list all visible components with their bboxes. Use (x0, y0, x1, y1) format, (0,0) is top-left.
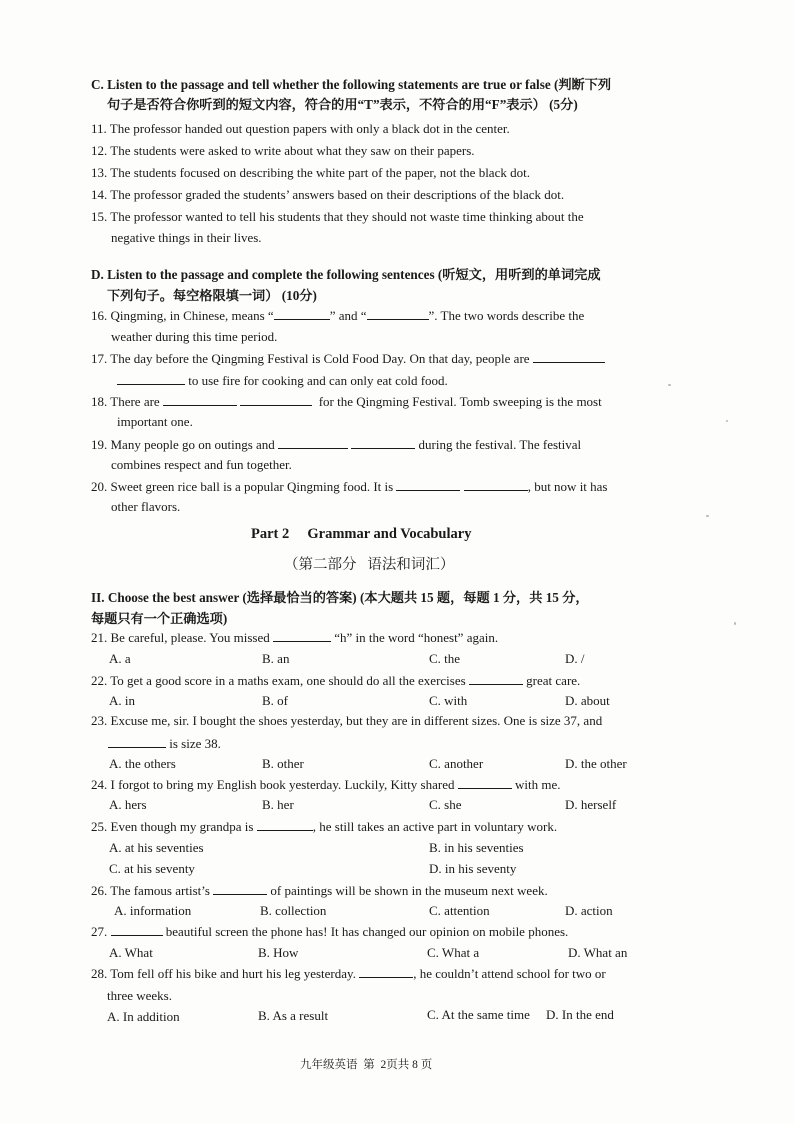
question-16-cont: weather during this time period. (111, 329, 278, 344)
answer-blank[interactable] (533, 350, 605, 363)
option-b[interactable]: B. an (262, 651, 290, 666)
option-d[interactable]: D. the other (565, 756, 627, 771)
option-c[interactable]: C. at his seventy (109, 861, 195, 876)
option-c[interactable]: C. What a (427, 945, 480, 960)
answer-blank[interactable] (273, 629, 331, 642)
question-19-cont: combines respect and fun together. (111, 457, 292, 472)
option-d[interactable]: D. herself (565, 797, 617, 812)
option-b[interactable]: B. her (262, 797, 294, 812)
option-a[interactable]: A. a (109, 651, 131, 666)
question-16: 16. Qingming, in Chinese, means “ ” and “ ”. The two words describe the (91, 308, 585, 323)
option-c[interactable]: C. another (429, 756, 484, 771)
answer-blank[interactable] (278, 436, 348, 449)
question-13: 13. The students focused on describing the white part of the paper, not the black dot. (91, 165, 530, 180)
option-a[interactable]: A. hers (109, 797, 147, 812)
option-d[interactable]: D. in his seventy (429, 861, 517, 876)
question-27: 27. beautiful screen the phone has! It has changed our opinion on mobile phones. (91, 924, 569, 939)
option-b[interactable]: B. How (258, 945, 299, 960)
option-a[interactable]: A. in (109, 693, 135, 708)
question-20: 20. Sweet green rice ball is a popular Qingming food. It is , but now it has (91, 479, 608, 494)
option-c[interactable]: C. attention (429, 903, 490, 918)
question-28: 28. Tom fell off his bike and hurt his leg yesterday. , he couldn’t attend school for two or (91, 966, 606, 981)
question-12: 12. The students were asked to write about what they saw on their papers. (91, 143, 475, 158)
answer-blank[interactable] (367, 307, 429, 320)
option-b[interactable]: B. other (262, 756, 304, 771)
option-b[interactable]: B. in his seventies (429, 840, 524, 855)
option-d[interactable]: D. about (565, 693, 610, 708)
option-d[interactable]: D. In the end (546, 1007, 614, 1022)
option-d[interactable]: D. What an (568, 945, 628, 960)
option-b[interactable]: B. of (262, 693, 288, 708)
section-d-heading-line2: 下列句子。每空格限填一词） (10分) (107, 288, 317, 303)
answer-blank[interactable] (351, 436, 415, 449)
question-23-cont: is size 38. (108, 735, 221, 752)
section-c-heading-line2: 句子是否符合你听到的短文内容，符合的用“T”表示，不符合的用“F”表示） (5分) (107, 97, 578, 112)
question-23: 23. Excuse me, sir. I bought the shoes yesterday, but they are in different sizes. One is size 37, and (91, 713, 603, 728)
section-ii-heading-line2: 每题只有一个正确选项) (91, 611, 228, 626)
scan-speck (734, 622, 736, 625)
option-c[interactable]: C. the (429, 651, 461, 666)
question-14: 14. The professor graded the students’ answers based on their descriptions of the black dot. (91, 187, 565, 202)
answer-blank[interactable] (359, 965, 413, 978)
question-17-cont: to use fire for cooking and can only eat cold food. (117, 372, 448, 389)
answer-blank[interactable] (464, 478, 528, 491)
answer-blank[interactable] (213, 882, 267, 895)
question-17: 17. The day before the Qingming Festival is Cold Food Day. On that day, people are (91, 350, 605, 367)
question-28-cont: three weeks. (107, 988, 172, 1003)
option-c[interactable]: C. she (429, 797, 462, 812)
question-11: 11. The professor handed out question papers with only a black dot in the center. (91, 121, 510, 136)
question-19: 19. Many people go on outings and during the festival. The festival (91, 437, 582, 452)
answer-blank[interactable] (274, 307, 330, 320)
scan-speck (726, 420, 728, 422)
part2-subtitle: （第二部分 语法和词汇） (284, 557, 455, 573)
question-24: 24. I forgot to bring my English book yesterday. Luckily, Kitty shared with me. (91, 777, 561, 792)
section-c-heading-line1: C. Listen to the passage and tell whether the following statements are true or false (判断下列 (91, 77, 612, 92)
answer-blank[interactable] (458, 776, 512, 789)
option-a[interactable]: A. In addition (107, 1009, 180, 1024)
scan-speck (668, 384, 671, 386)
answer-blank[interactable] (469, 672, 523, 685)
option-b[interactable]: B. collection (260, 903, 327, 918)
answer-blank[interactable] (117, 372, 185, 385)
question-25: 25. Even though my grandpa is , he still takes an active part in voluntary work. (91, 819, 558, 834)
answer-blank[interactable] (240, 393, 312, 406)
page-footer: 九年级英语 第 2页共 8 页 (300, 1059, 433, 1071)
answer-blank[interactable] (108, 735, 166, 748)
question-22: 22. To get a good score in a maths exam, one should do all the exercises great care. (91, 673, 581, 688)
option-b[interactable]: B. As a result (258, 1008, 329, 1023)
option-d[interactable]: D. / (565, 651, 585, 666)
section-ii-heading-line1: II. Choose the best answer (选择最恰当的答案) (本大题共 15 题，每题 1 分，共 15 分， (91, 590, 589, 605)
answer-blank[interactable] (257, 818, 313, 831)
option-a[interactable]: A. at his seventies (109, 840, 204, 855)
question-20-cont: other flavors. (111, 499, 181, 514)
answer-blank[interactable] (163, 393, 237, 406)
question-15-cont: negative things in their lives. (111, 230, 262, 245)
question-21: 21. Be careful, please. You missed “h” in the word “honest” again. (91, 630, 499, 645)
question-18: 18. There are for the Qingming Festival. Tomb sweeping is the most (91, 394, 602, 409)
question-26: 26. The famous artist’s of paintings will be shown in the museum next week. (91, 883, 548, 898)
option-a[interactable]: A. the others (109, 756, 176, 771)
option-a[interactable]: A. information (114, 903, 192, 918)
answer-blank[interactable] (396, 478, 460, 491)
part2-title: Part 2 Grammar and Vocabulary (251, 526, 472, 542)
scan-speck (706, 515, 709, 517)
option-a[interactable]: A. What (109, 945, 153, 960)
answer-blank[interactable] (111, 923, 163, 936)
question-15: 15. The professor wanted to tell his students that they should not waste time thinking about the (91, 209, 584, 224)
option-d[interactable]: D. action (565, 903, 613, 918)
option-c[interactable]: C. At the same time (427, 1007, 530, 1022)
section-d-heading-line1: D. Listen to the passage and complete the following sentences (听短文，用听到的单词完成 (91, 267, 601, 282)
option-c[interactable]: C. with (429, 693, 468, 708)
question-18-cont: important one. (117, 414, 193, 429)
